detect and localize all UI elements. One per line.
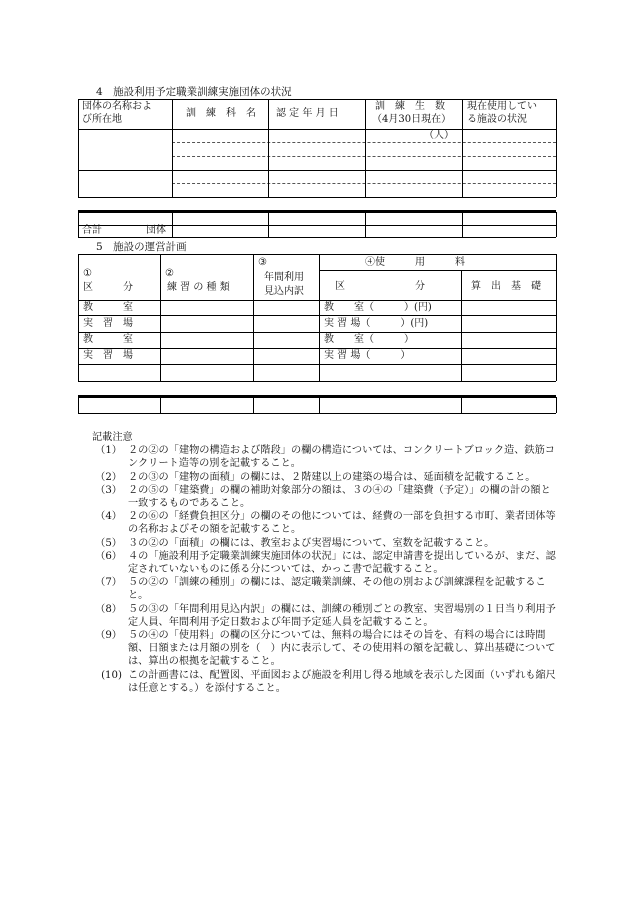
note-item [92, 576, 557, 602]
note-number: （5） [95, 537, 122, 549]
note-number: （6） [95, 550, 122, 562]
row-kubun: 教 室 [83, 302, 133, 313]
row-fee: 実 習 場（ ）(円) [324, 318, 429, 329]
note-item [92, 537, 557, 550]
note-number: （7） [95, 577, 122, 589]
header-facility-line2: る施設の状況 [467, 114, 527, 125]
header-facility-line1: 現在使用してい [467, 101, 537, 112]
note-text: この計画書には、配置図、平面図および施設を利用し得る地域を表示した図面（いずれも縮尺は任意とする。）を添付すること。 [128, 669, 556, 694]
note-text: ４の「施設利用予定職業訓練実施団体の状況」には、認定申請書を提出しているが、まだ、認定されていないものに係る分については、かっこ書で記載すること。 [128, 550, 556, 576]
note-text: ２の②の「建物の構造および階段」の欄の構造については、コンクリートブロック造、鉄筋コンクリート造等の別を記載すること。 [128, 445, 555, 470]
trainee-unit: （人） [424, 130, 454, 141]
note-item [92, 629, 557, 669]
note-text: ２の⑤の「建築費」の欄の補助対象部分の額は、３の④の「建築費（予定）」の欄の計の額と一致するものであること。 [128, 484, 551, 510]
row-kubun: 教 室 [83, 334, 133, 345]
s5-header-c4-sub2: 算 出 基 礎 [471, 281, 541, 292]
note-text: ２の③の「建物の面積」の欄には、２階建以上の建築の場合は、延面積を記載すること。 [128, 471, 536, 483]
note-item [92, 669, 557, 695]
total-unit: 団体 [146, 225, 166, 236]
row-fee: 教 室（ ） [324, 334, 414, 345]
notes-title: 記載注意 [92, 432, 133, 443]
note-item [92, 550, 557, 576]
header-course-name: 訓 練 科 名 [186, 108, 256, 119]
s5-header-c1-label: 区 分 [83, 282, 133, 293]
note-item [92, 471, 557, 484]
notes-section [92, 431, 557, 695]
s5-header-c1-num: ① [83, 268, 92, 279]
note-item [92, 444, 557, 470]
header-org-line2: び所在地 [82, 114, 122, 125]
section5-title: 5 施設の運営計画 [96, 241, 187, 253]
header-trainees-line2: （4月30日現在） [372, 114, 452, 125]
s5-header-c4-sub1: 区 分 [335, 281, 425, 292]
note-text: ３の②の「面積」の欄には、教室および実習場について、室数を記載すること。 [128, 537, 495, 549]
row-kubun: 実 習 場 [83, 350, 133, 361]
note-item [92, 510, 557, 536]
note-number: （4） [95, 511, 122, 523]
total-label: 合計 [82, 225, 102, 236]
s5-header-c2-num: ② [165, 268, 174, 279]
note-number: （2） [95, 471, 122, 483]
note-text: ５の④の「使用料」の欄の区分については、無料の場合にはその旨を、有料の場合には時間額、日額または月額の別を（ ）内に表示して、その使用料の額を記載し、算出基礎については、算出の根拠を記載すること。 [128, 630, 556, 668]
note-text: ２の⑥の「経費負担区分」の欄のその他については、経費の一部を負担する市町、業者団体等の名称およびその額を記載すること。 [128, 511, 556, 536]
s5-header-c2-label: 練 習 の 種 類 [167, 282, 230, 293]
note-number: （1） [95, 445, 122, 457]
note-number: （3） [95, 484, 122, 496]
note-number: (10) [101, 669, 122, 681]
note-item [92, 603, 557, 629]
s5-header-c3-num: ③ [258, 257, 267, 268]
row-kubun: 実 習 場 [83, 318, 133, 329]
header-cert-date: 認 定 年 月 日 [276, 108, 339, 119]
s5-header-c3-line2: 見込内訳 [264, 286, 304, 297]
row-fee: 教 室（ ）(円) [324, 302, 432, 313]
s5-header-c4-title: ④使 用 料 [365, 257, 465, 268]
section4-title: 4 施設利用予定職業訓練実施団体の状況 [96, 86, 292, 98]
note-item [92, 484, 557, 510]
note-text: ５の③の「年間利用見込内訳」の欄には、訓練の種別ごとの教室、実習場別の１日当り利用予定人員、年間利用予定日数および年間予定延人員を記載すること。 [128, 603, 556, 628]
row-fee: 実 習 場（ ） [324, 350, 411, 361]
note-number: （9） [95, 630, 122, 642]
s5-header-c3-line1: 年間利用 [264, 272, 304, 283]
note-text: ５の②の「訓練の種別」の欄には、認定職業訓練、その他の別および訓練課程を記載すること。 [128, 577, 546, 602]
header-trainees-line1: 訓 練 生 数 [375, 101, 445, 112]
header-org-line1: 団体の名称およ [82, 101, 152, 112]
note-number: （8） [95, 603, 122, 615]
